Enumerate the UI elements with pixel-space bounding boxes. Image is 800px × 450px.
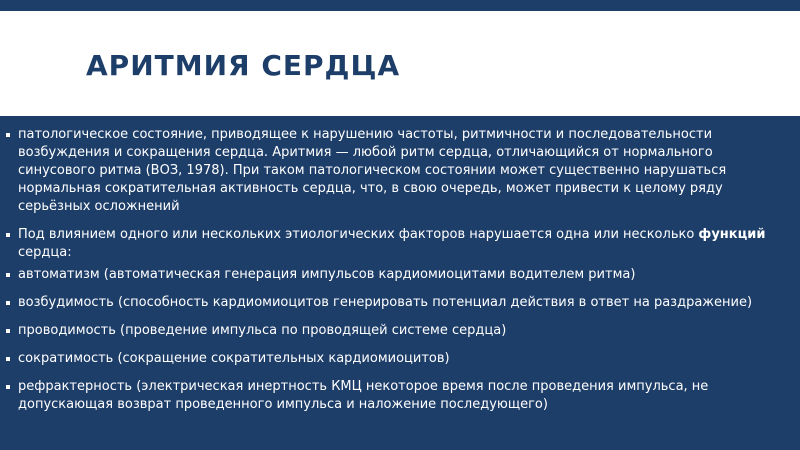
bullet-text: возбудимость (способность кардиомиоцитов генерировать потенциал действия в ответ на раздражение) [18,295,753,310]
bullet-text: патологическое состояние, приводящее к нарушению частоты, ритмичности и последовательности возбуждения и сокращения сердца. Аритмия — любой ритм сердца, отличающийся от нормального синусового ритма (ВОЗ, 1978). При таком патологическом состоянии может существенно нарушаться нормальная сократительная активность сердца, что, в свою очередь, может привести к целому ряду серьёзных осложнений [18,127,727,214]
bullet-text: сократимость (сокращение сократительных кардиомиоцитов) [18,351,450,366]
bullet-text-after: сердца: [18,245,72,260]
bullet-text-before: Под влиянием одного или нескольких этиологических факторов нарушается одна или несколько [18,227,699,242]
bullet-text [18,226,792,262]
bullet-item-functions [6,226,792,262]
bullet-item-contractility [6,350,792,368]
top-strip [0,0,800,11]
bullet-item-excitability [6,294,792,312]
bullet-item-automatism [6,266,792,284]
bullet-text-bold: функций [698,227,766,242]
square-bullet-icon [6,385,10,389]
square-bullet-icon [6,357,10,361]
bullet-list [6,126,792,424]
bullet-item-refractoriness [6,378,792,414]
bullet-text: рефрактерность (электрическая инертность КМЦ некоторое время после проведения импульса, не допускающая возврат проведенного импульса и наложение последующего) [18,379,709,412]
square-bullet-icon [6,273,10,277]
bullet-text: автоматизм (автоматическая генерация импульсов кардиомиоцитами водителем ритма) [18,267,636,282]
bullet-item-conduction [6,322,792,340]
square-bullet-icon [6,301,10,305]
slide-title: АРИТМИЯ СЕРДЦА [86,49,401,82]
bullet-text: проводимость (проведение импульса по проводящей системе сердца) [18,323,507,338]
square-bullet-icon [6,233,10,237]
bullet-item-definition [6,126,792,216]
square-bullet-icon [6,133,10,137]
square-bullet-icon [6,329,10,333]
